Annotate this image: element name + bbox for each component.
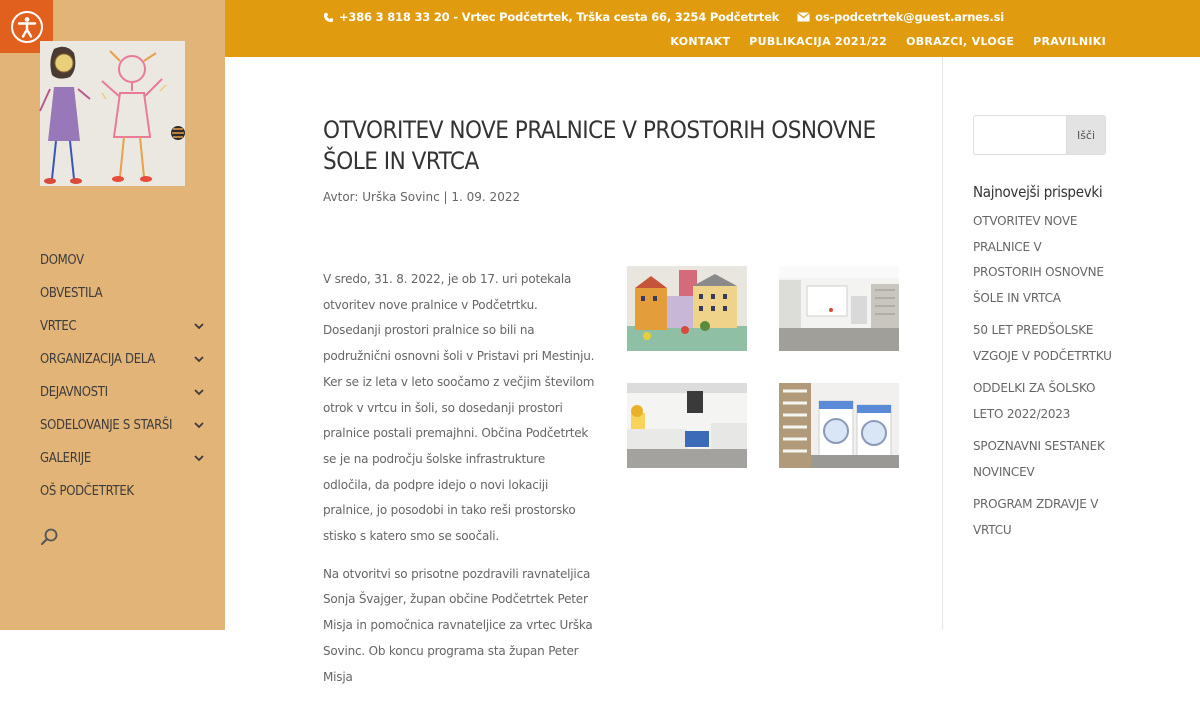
recent-post-link[interactable]: SPOZNAVNI SESTANEK NOVINCEV: [973, 439, 1105, 479]
menu-item-domov[interactable]: [40, 244, 210, 277]
recent-post-link[interactable]: ODDELKI ZA ŠOLSKO LETO 2022/2023: [973, 381, 1096, 421]
gallery-image-toy-castle[interactable]: [627, 266, 747, 351]
topnav-kontakt[interactable]: KONTAKT: [670, 35, 731, 48]
recent-post-link[interactable]: 50 LET PREDŠOLSKE VZGOJE V PODČETRTKU: [973, 323, 1112, 363]
menu-item-label: DOMOV: [40, 253, 84, 268]
menu-item-label: ORGANIZACIJA DELA: [40, 352, 156, 367]
gallery-image-laundry-room[interactable]: [779, 266, 899, 351]
article-body: [323, 267, 595, 702]
recent-posts: [973, 183, 1113, 550]
recent-posts-list: [973, 209, 1113, 543]
article-meta: [323, 190, 903, 204]
chevron-down-icon[interactable]: [193, 320, 205, 332]
chevron-down-icon[interactable]: [193, 386, 205, 398]
topnav-obrazci[interactable]: OBRAZCI, VLOGE: [906, 35, 1015, 48]
meta-separator: |: [439, 190, 452, 204]
menu-item-label: GALERIJE: [40, 451, 91, 466]
menu-item-vrtec[interactable]: [40, 310, 210, 343]
topnav-pravilniki[interactable]: PRAVILNIKI: [1033, 35, 1106, 48]
chevron-down-icon[interactable]: [193, 353, 205, 365]
sidebar-divider: [942, 57, 943, 630]
author-link[interactable]: Urška Sovinc: [362, 190, 440, 204]
menu-item-label: SODELOVANJE S STARŠI: [40, 418, 173, 433]
top-nav: [670, 35, 1106, 48]
menu-item-organizacija-dela[interactable]: [40, 343, 210, 376]
search-button[interactable]: Išči: [1067, 115, 1106, 155]
meta-prefix: Avtor:: [323, 190, 363, 204]
gallery-image-sink-room[interactable]: [627, 383, 747, 468]
phone-address-text: +386 3 818 33 20 - Vrtec Podčetrtek, Trška cesta 66, 3254 Podčetrtek: [339, 10, 780, 24]
article-title: OTVORITEV NOVE PRALNICE V PROSTORIH OSNOVNE ŠOLE IN VRTCA: [323, 116, 876, 175]
menu-item-label: DEJAVNOSTI: [40, 385, 108, 400]
email-text: os-podcetrtek@guest.arnes.si: [815, 10, 1004, 24]
image-gallery: [627, 266, 899, 468]
left-sidebar: [0, 0, 225, 630]
menu-item-label: OŠ PODČETRTEK: [40, 484, 134, 499]
menu-item-obvestila[interactable]: [40, 277, 210, 310]
menu-item-label: VRTEC: [40, 319, 77, 334]
menu-item-sodelovanje[interactable]: [40, 409, 210, 442]
recent-posts-title: Najnovejši prispevki: [973, 183, 1103, 201]
search-icon[interactable]: [40, 527, 60, 547]
accessibility-icon: [10, 10, 44, 44]
main-menu: [40, 244, 210, 508]
phone-icon: [323, 12, 334, 23]
search-widget: [973, 115, 1106, 155]
search-input[interactable]: [973, 115, 1067, 155]
menu-item-dejavnosti[interactable]: [40, 376, 210, 409]
contact-info: [323, 10, 1004, 24]
gallery-image-washing-machines[interactable]: [779, 383, 899, 468]
article-header: [323, 115, 903, 204]
article-paragraph: V sredo, 31. 8. 2022, je ob 17. uri potekala otvoritev nove pralnice v Podčetrtku. Dosedanji prostori pralnice so bili na podružnični osnovni šoli v Pristavi pri Mestinju. Ker se iz leta v leto soočamo z večjim številom otrok v vrtcu in šoli, so dosedanji prostori pralnice postali premajhni. Občina Podčetrtek se je na področju šolske infrastrukture odločila, da podpre idejo o novi lokaciji pralnice, jo posodobi in tako reši prostorsko stisko s katero smo se soočali.: [323, 272, 595, 544]
menu-item-label: OBVESTILA: [40, 286, 103, 301]
article-date: 1. 09. 2022: [451, 190, 521, 204]
email-link[interactable]: [797, 10, 1004, 24]
chevron-down-icon[interactable]: [193, 452, 205, 464]
menu-item-galerije[interactable]: [40, 442, 210, 475]
recent-post-link[interactable]: PROGRAM ZDRAVJE V VRTCU: [973, 497, 1099, 537]
top-bar: [225, 0, 1200, 57]
envelope-icon: [797, 12, 810, 22]
site-logo-drawing[interactable]: [40, 41, 185, 186]
article-paragraph: Na otvoritvi so prisotne pozdravili ravnateljica Sonja Švajger, župan občine Podčetrtek Peter Misja in pomočnica ravnateljice za vrtec Urška Sovinc. Ob koncu programa sta župan Peter Misja: [323, 566, 593, 684]
chevron-down-icon[interactable]: [193, 419, 205, 431]
topnav-publikacija[interactable]: PUBLIKACIJA 2021/22: [749, 35, 888, 48]
menu-item-os-podcetrtek[interactable]: [40, 475, 210, 508]
recent-post-link[interactable]: OTVORITEV NOVE PRALNICE V PROSTORIH OSNOVNE ŠOLE IN VRTCA: [973, 214, 1104, 305]
